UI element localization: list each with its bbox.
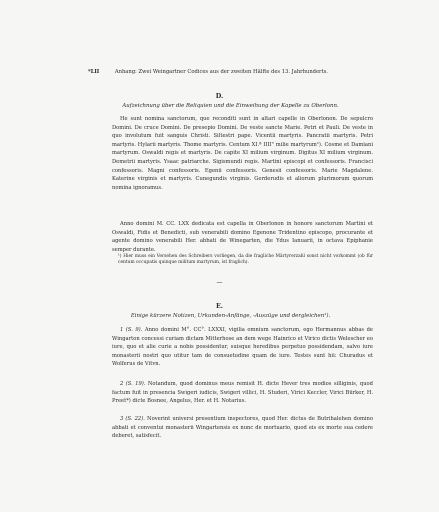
section-d-footnote: ¹) Hier muss ein Versehen des Schreibers vorliegen, da die fragliche Märtyrerzahl sonst nicht vorkommt (ob für centum occupatis quinque militum martyrum, ist fraglich). <box>118 254 373 266</box>
section-e-heading: E. <box>215 302 224 310</box>
entry-3-reference: 3 (S. 22). <box>120 416 145 422</box>
entry-1-reference: 1 (S. 9). <box>120 327 143 333</box>
page-number: *LII <box>88 69 100 75</box>
entry-2-reference: 2 (S. 19). <box>120 381 146 387</box>
section-d-heading: D. <box>215 92 224 100</box>
section-divider: — <box>216 279 223 286</box>
entry-3-text: Noverint universi presentium inspectores, quod Her. dictus de Butrihalehen domino abbati et conventui monasterii Wingartensis ex nunc de mortuario, quod eis ex morte sua cedere deberet, satisfecit. <box>112 416 373 440</box>
section-d-title: Aufzeichnung über die Reliquien und die Einweihung der Kapelle zu Oberlonn. <box>122 103 339 109</box>
running-title: Anhang: Zwei Weingartner Codices aus der zweiten Hälfte des 13. Jahrhunderts. <box>114 69 328 75</box>
running-header <box>88 69 373 76</box>
section-d-paragraph-1: He sunt nomina sanctorum, que reconditi sunt in altari capelle in Oberlonon. De sepulcro Domini. De cruce Domini. De presepio Domini. De veste sancte Marie. Petri et Pauli. De veste in quo involutum fuit sanguis Christi. Siltestri pape. Vicentii martyris. Pancratii martyris. Petri martyris. Hylarii martyris. Thome martyris. Centum XI.ª IIII" milie martyrum¹). Cosme et Damiani martyrum. Oswaldi regis et martyris. De capite XI milium virginum. Digitus XI milium virginum. Demetrii martyris. Ysaac patriarche. Sigismundi regis. Martini episcopi et confessoris. Francisci confessoris. Magni confessoris. Egenii confessoris. Genesii confessoris. Marie Magdalene. Katerine virginis et martyris. Cunegundis virginis. Gerderudis et aliorum plurimorum quorum nomina ignoramus. <box>112 116 373 191</box>
section-e-entry-3 <box>112 415 373 441</box>
section-e-entry-1 <box>112 326 373 369</box>
section-d-paragraph-2: Anno domini M. CC. LXX dedicata est capella in Oberlonon in honore sanctorum Martini et Oswaldi, Fidis et Benedicti, sub venerabili domino Egenone Tridentino episcopo, procurante et agente domino venerabili Her. abbati de Winegarten, die Ydus Ianuarii, in octava Epiphanie semper durante. <box>112 221 373 253</box>
entry-2-text: Notandum, quod dominus meus remisit H. dicte Hever tres modios silliginis, quod factum fuit in presencia Swigeri iudicis, Swigeri villici, H. Studeri, Virici Keccler, Virici Bürker, H. Preet*) dicte Bosnee, Angelus, Her. et H. Notarius. <box>112 381 373 405</box>
section-e-entry-2 <box>112 380 373 406</box>
section-e-title: Einige kürzere Notizen, Urkunden-Anfänge, -Auszüge und dergleichen¹). <box>130 313 331 319</box>
entry-1-text: Anno domini M°. CC°. LXXXI, vigilia omnium sanctorum, ego Hermannus abbas de Wingarton concessi curiam dictam Mitterhose an dem wege Hainrico et Virico dictis Welescher eo iure, quo et alie curie a nobis possidentur, suisque heredibus perpetuo possidendam, salvo iure monasterii nostri quo utitur tam de consuetudine quam de iure. Testes sunt hii: Churadus et Wolferus de Vitvn. <box>112 327 373 368</box>
